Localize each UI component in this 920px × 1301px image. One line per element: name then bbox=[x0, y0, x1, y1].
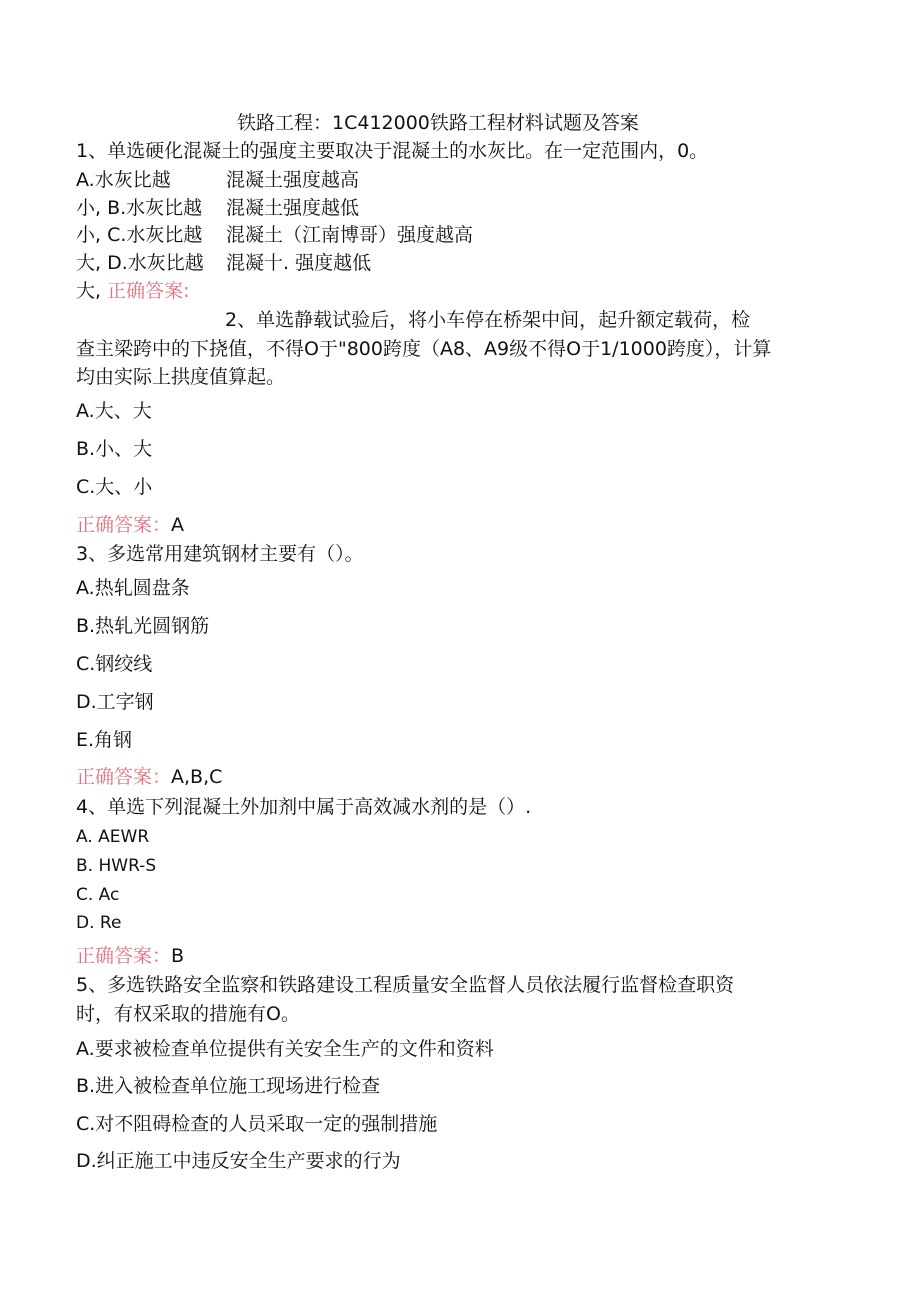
answer-value: A bbox=[171, 514, 185, 536]
answer-value: B bbox=[171, 945, 185, 967]
q4-option-c: C. Ac bbox=[76, 885, 120, 905]
q5-option-b: B.进入被检查单位施工现场进行检查 bbox=[76, 1075, 381, 1097]
q3-option-e: E.角钢 bbox=[76, 729, 133, 751]
q5-option-c: C.对不阻碍检查的人员采取一定的强制措施 bbox=[76, 1113, 438, 1135]
document-title: 铁路工程：1C412000铁路工程材料试题及答案 bbox=[237, 112, 639, 134]
q2-option-b: B.小、大 bbox=[76, 438, 153, 460]
q1-right-2: 混凝土（江南博哥）强度越高 bbox=[226, 224, 474, 246]
q1-answer-label: 正确答案: bbox=[107, 280, 190, 302]
q5-option-a: A.要求被检查单位提供有关安全生产的文件和资料 bbox=[76, 1038, 494, 1060]
q3-answer bbox=[76, 765, 222, 789]
q4-option-a: A. AEWR bbox=[76, 827, 150, 847]
q4-answer bbox=[76, 944, 184, 968]
question-1-stem: 1、单选硬化混凝土的强度主要取决于混凝土的水灰比。在一定范围内，0。 bbox=[76, 140, 709, 162]
answer-value: A,B,C bbox=[171, 766, 223, 788]
question-4-stem: 4、单选下列混凝土外加剂中属于高效减水剂的是（）. bbox=[76, 796, 532, 818]
answer-label: 正确答案： bbox=[76, 945, 172, 967]
question-5-stem-line-1: 5、多选铁路安全监察和铁路建设工程质量安全监督人员依法履行监督检查职资 bbox=[76, 974, 735, 996]
question-5-stem-line-2: 时，有权采取的措施有O。 bbox=[76, 1003, 300, 1025]
q1-answer-line bbox=[76, 279, 190, 303]
q1-left-2: 小, C.水灰比越 bbox=[76, 224, 203, 246]
q3-option-b: B.热轧光圆钢筋 bbox=[76, 615, 210, 637]
q5-option-d: D.纠正施工中违反安全生产要求的行为 bbox=[76, 1150, 401, 1172]
q2-option-a: A.大、大 bbox=[76, 400, 152, 422]
q1-left-4: 大, bbox=[76, 280, 102, 302]
q1-right-3: 混凝十. 强度越低 bbox=[226, 252, 372, 274]
question-2-stem-line-3: 均由实际上拱度值算起。 bbox=[76, 366, 286, 388]
answer-label: 正确答案： bbox=[76, 766, 172, 788]
q3-option-a: A.热轧圆盘条 bbox=[76, 577, 190, 599]
question-2-stem-line-2: 查主梁跨中的下挠值，不得O于"800跨度（A8、A9级不得O于1/1000跨度），计算 bbox=[76, 338, 772, 360]
answer-label: 正确答案： bbox=[76, 514, 172, 536]
q3-option-c: C.钢绞线 bbox=[76, 653, 153, 675]
q2-answer bbox=[76, 513, 184, 537]
q3-option-d: D.工字钢 bbox=[76, 691, 154, 713]
question-3-stem: 3、多选常用建筑钢材主要有（）。 bbox=[76, 543, 364, 565]
q1-left-0: A.水灰比越 bbox=[76, 169, 171, 191]
q1-right-0: 混凝土强度越高 bbox=[226, 169, 360, 191]
question-2-stem-line-1: 2、单选静载试验后，将小车停在桥架中间，起升额定载荷，检 bbox=[225, 309, 751, 331]
q1-left-3: 大, D.水灰比越 bbox=[76, 252, 204, 274]
q2-option-c: C.大、小 bbox=[76, 476, 153, 498]
q1-right-1: 混凝土强度越低 bbox=[226, 197, 360, 219]
q4-option-b: B. HWR-S bbox=[76, 856, 157, 876]
q4-option-d: D. Re bbox=[76, 913, 122, 933]
q1-left-1: 小, B.水灰比越 bbox=[76, 197, 203, 219]
